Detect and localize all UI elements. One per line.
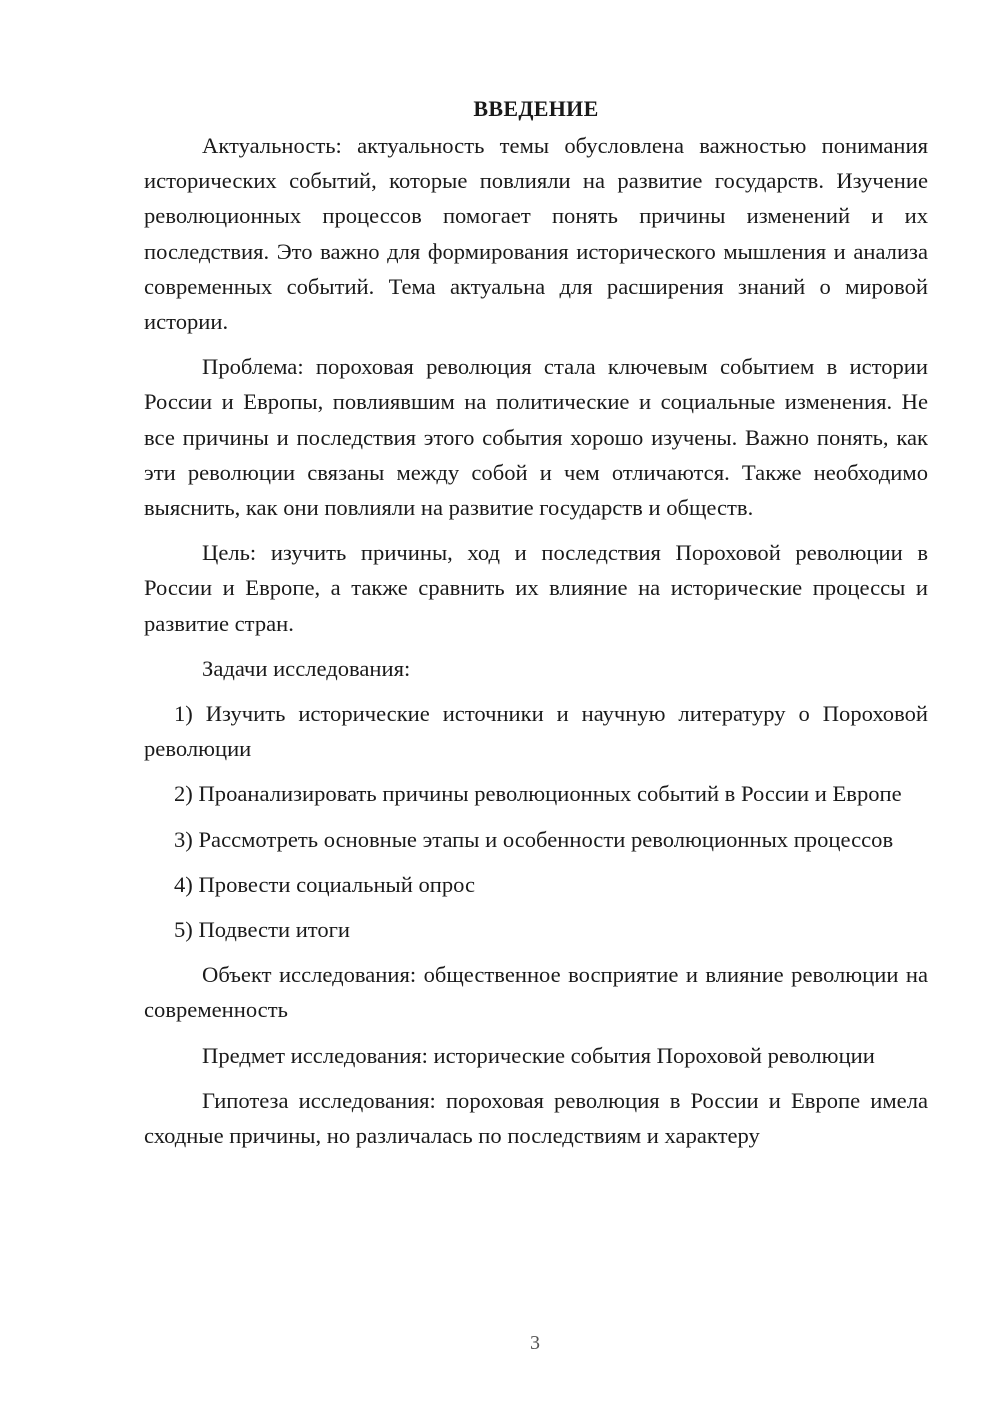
task-item-4: 4) Провести социальный опрос <box>174 871 476 897</box>
section-heading: ВВЕДЕНИЕ <box>473 96 599 121</box>
relevance-paragraph: Актуальность: актуальность темы обусловлена важностью понимания исторических событий, которые повлияли на развитие государств. Изучение революционных процессов помогает понять причины изменений и их последствия. Это важно для формирования исторического мышления и анализа современных событий. Тема актуальна для расширения знаний о мировой истории. <box>144 133 928 335</box>
tasks-title: Задачи исследования: <box>202 655 411 681</box>
hypothesis-paragraph: Гипотеза исследования: пороховая революция в России и Европе имела сходные причины, но различалась по последствиям и характеру <box>144 1087 928 1149</box>
page-number: 3 <box>530 1332 540 1354</box>
problem-paragraph: Проблема: пороховая революция стала ключевым событием в истории России и Европы, повлиявшим на политические и социальные изменения. Не все причины и последствия этого события хорошо изучены. Важно понять, как эти революции связаны между собой и чем отличаются. Также необходимо выяснить, как они повлияли на развитие государств и обществ. <box>144 354 928 521</box>
subject-paragraph: Предмет исследования: исторические события Пороховой революции <box>202 1042 875 1068</box>
document-page <box>144 90 928 1163</box>
task-item-1: 1) Изучить исторические источники и научную литературу о Пороховой революции <box>144 701 928 762</box>
task-item-5: 5) Подвести итоги <box>174 917 351 943</box>
task-item-2: 2) Проанализировать причины революционных событий в России и Европе <box>174 781 902 807</box>
goal-paragraph: Цель: изучить причины, ход и последствия Пороховой революции в России и Европе, а также сравнить их влияние на исторические процессы и развитие стран. <box>144 540 928 636</box>
object-paragraph: Объект исследования: общественное восприятие и влияние революции на современность <box>144 962 928 1023</box>
task-item-3: 3) Рассмотреть основные этапы и особенности революционных процессов <box>174 826 894 852</box>
